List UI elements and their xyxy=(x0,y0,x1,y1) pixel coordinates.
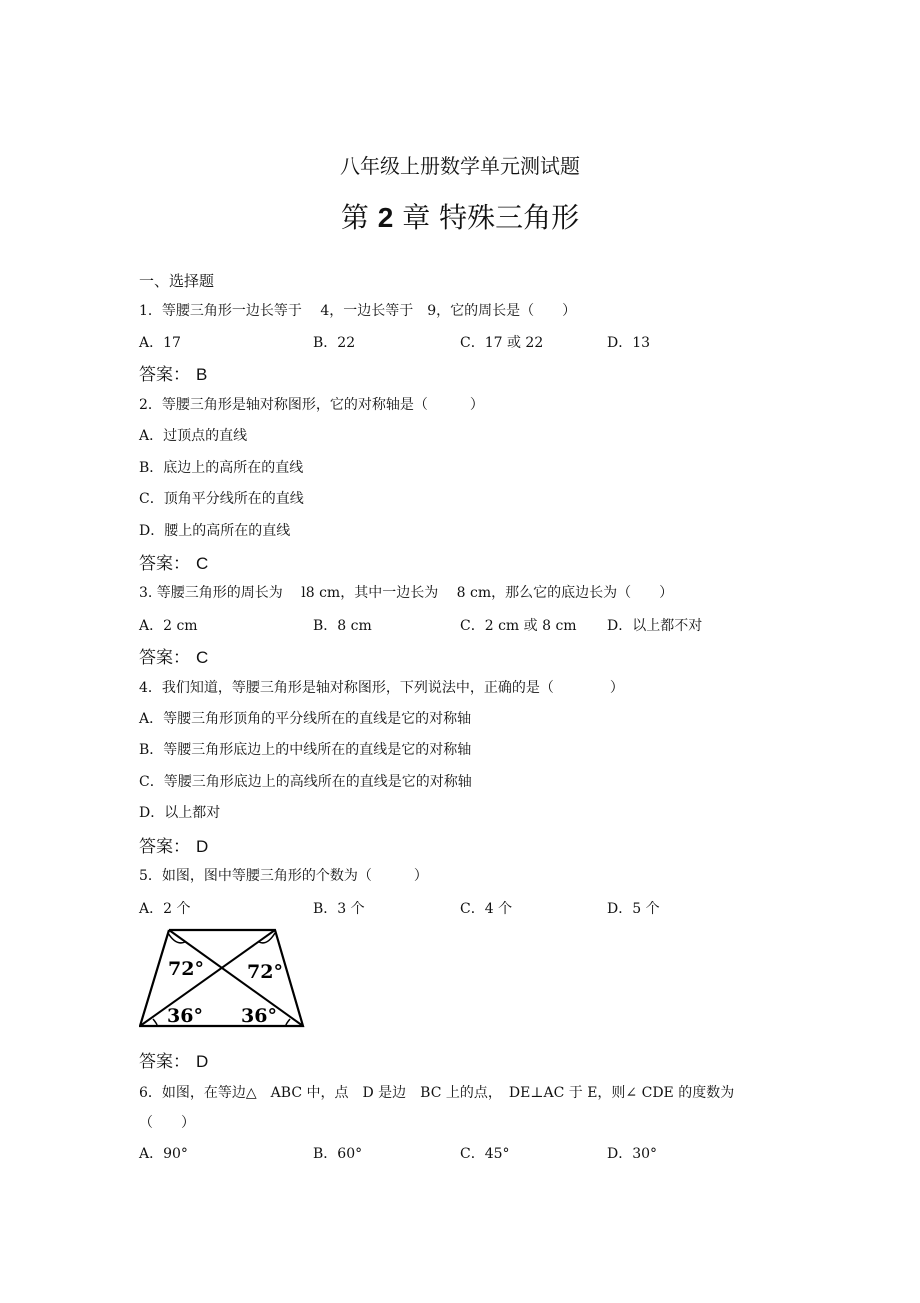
question-6-text-cont: （ ） xyxy=(139,1115,195,1131)
q4-option-a: A．等腰三角形顶角的平分线所在的直线是它的对称轴 xyxy=(139,711,472,727)
section-heading: 一、选择题 xyxy=(139,272,215,290)
q4-option-d: D．以上都对 xyxy=(139,805,221,821)
chapter-title xyxy=(0,196,920,236)
q2-option-b: B．底边上的高所在的直线 xyxy=(139,460,304,476)
q6-option-b: B．60° xyxy=(313,1146,363,1162)
q6-option-d: D．30° xyxy=(607,1146,658,1162)
q1-option-a: A．17 xyxy=(139,335,181,351)
q5-answer xyxy=(139,1047,208,1072)
answer-label: 答案： xyxy=(139,837,190,857)
q2-option-a: A．过顶点的直线 xyxy=(139,428,248,444)
angle-label-bottom-right: 36° xyxy=(241,1005,277,1027)
answer-label: 答案： xyxy=(139,365,190,385)
chapter-number: 2 xyxy=(377,202,394,233)
triangle-figure xyxy=(139,928,307,1030)
angle-label-top-left: 72° xyxy=(168,958,204,980)
q1-answer xyxy=(139,360,207,385)
q3-answer-value: C xyxy=(196,648,209,667)
q1-answer-value: B xyxy=(196,365,208,384)
q2-option-c: C．顶角平分线所在的直线 xyxy=(139,491,304,507)
q5-option-c: C．4 个 xyxy=(460,901,513,917)
answer-label: 答案： xyxy=(139,1052,190,1072)
q5-answer-value: D xyxy=(196,1052,209,1071)
q1-option-c: C．17 或 22 xyxy=(460,335,544,351)
q3-option-a: A．2 cm xyxy=(139,618,198,634)
q4-answer xyxy=(139,832,208,857)
q2-answer xyxy=(139,549,208,574)
question-2-text: 2．等腰三角形是轴对称图形，它的对称轴是（ ） xyxy=(139,397,484,413)
title-suffix: 章 特殊三角形 xyxy=(402,201,580,234)
q1-option-d: D．13 xyxy=(607,335,651,351)
q4-option-c: C．等腰三角形底边上的高线所在的直线是它的对称轴 xyxy=(139,774,472,790)
q4-answer-value: D xyxy=(196,837,209,856)
question-1-text: 1．等腰三角形一边长等于 4，一边长等于 9，它的周长是（ ） xyxy=(139,303,577,319)
q5-option-a: A．2 个 xyxy=(139,901,191,917)
answer-label: 答案： xyxy=(139,554,190,574)
q2-answer-value: C xyxy=(196,554,209,573)
question-3-text: 3. 等腰三角形的周长为 l8 cm，其中一边长为 8 cm，那么它的底边长为（ ） xyxy=(139,585,674,601)
q6-option-a: A．90° xyxy=(139,1146,188,1162)
question-4-text: 4．我们知道，等腰三角形是轴对称图形，下列说法中，正确的是（ ） xyxy=(139,680,624,696)
question-5-text: 5．如图，图中等腰三角形的个数为（ ） xyxy=(139,868,428,884)
q6-option-c: C．45° xyxy=(460,1146,510,1162)
angle-label-top-right: 72° xyxy=(247,961,283,983)
answer-label: 答案： xyxy=(139,648,190,668)
q4-option-b: B．等腰三角形底边上的中线所在的直线是它的对称轴 xyxy=(139,742,472,758)
q3-option-c: C．2 cm 或 8 cm xyxy=(460,618,577,634)
q5-option-b: B．3 个 xyxy=(313,901,365,917)
question-6-text: 6．如图，在等边△ ABC 中，点 D 是边 BC 上的点， DE⊥AC 于 E，则∠ CDE 的度数为 xyxy=(139,1085,735,1101)
q1-option-b: B．22 xyxy=(313,335,356,351)
q3-answer xyxy=(139,643,208,668)
angle-label-bottom-left: 36° xyxy=(167,1005,203,1027)
q3-option-b: B．8 cm xyxy=(313,618,372,634)
document-subtitle: 八年级上册数学单元测试题 xyxy=(340,154,580,178)
title-prefix: 第 xyxy=(340,201,369,234)
q2-option-d: D．腰上的高所在的直线 xyxy=(139,523,291,539)
q5-option-d: D．5 个 xyxy=(607,901,660,917)
q3-option-d: D．以上都不对 xyxy=(607,618,703,634)
